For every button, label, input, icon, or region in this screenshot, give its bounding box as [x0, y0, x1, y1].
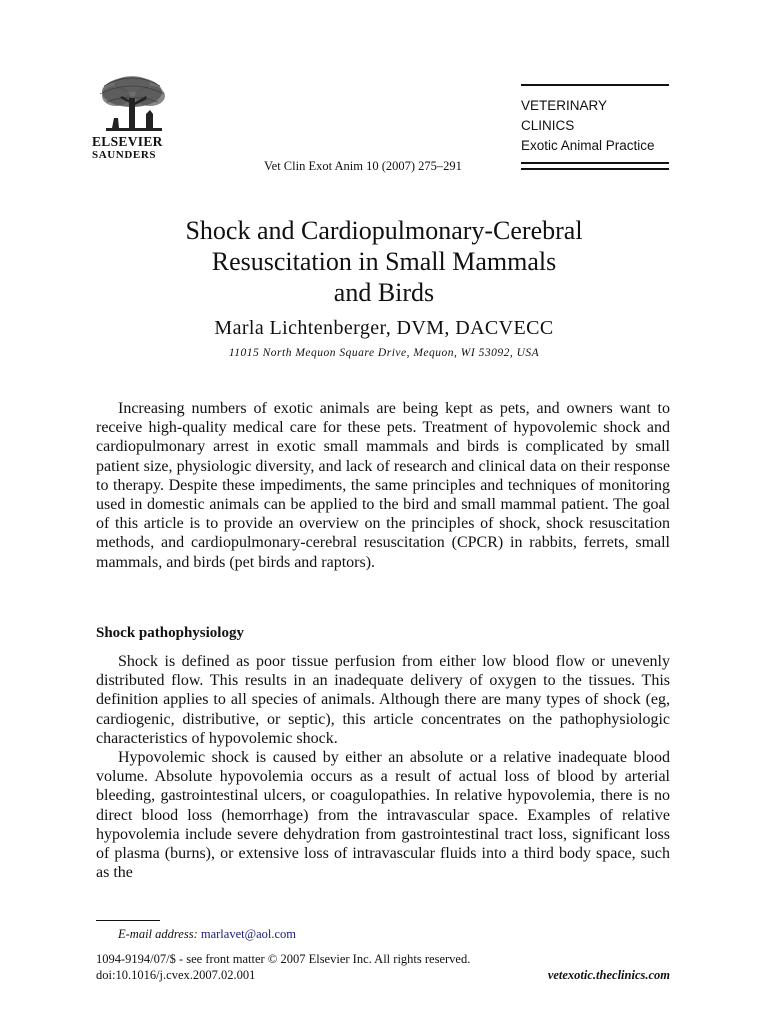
masthead-line-2: CLINICS [521, 118, 575, 133]
publisher-imprint: SAUNDERS [92, 149, 157, 161]
author-email-link[interactable]: marlavet@aol.com [200, 927, 297, 941]
section-paragraph: Hypovolemic shock is caused by either an absolute or a relative inadequate blood volume. Absolute hypovolemia occurs as a result of actual loss of blood by arterial bleeding, gastrointestinal ulcers, or coagulopathies. In relative hypovolemia, there is no direct blood loss (hemorrhage) from the intravascular space. Examples of relative hypovolemia include severe dehydration from gastrointestinal tract loss, significant loss of plasma (burns), or extensive loss of intravascular fluids into a third body space, such as the [96, 749, 670, 882]
journal-masthead [521, 84, 669, 170]
elsevier-tree-icon [92, 74, 172, 134]
title-line: Shock and Cardiopulmonary-Cerebral [185, 216, 583, 245]
author-affiliation: 11015 North Mequon Square Drive, Mequon, WI 53092, USA [228, 347, 540, 359]
elsevier-logo [92, 74, 174, 161]
author-line: Marla Lichtenberger, DVM, DACVECC [214, 317, 554, 339]
title-line: Resuscitation in Small Mammals [211, 247, 557, 276]
abstract [96, 399, 670, 572]
page-header [0, 0, 768, 180]
title-line: and Birds [333, 278, 435, 307]
publisher-name: ELSEVIER [92, 134, 163, 149]
section-shock-pathophysiology [96, 624, 670, 882]
footnote-rule [96, 920, 160, 921]
article-title [96, 215, 672, 308]
section-heading: Shock pathophysiology [96, 625, 244, 641]
doi: doi:10.1016/j.cvex.2007.02.001 [96, 968, 256, 982]
section-paragraph: Shock is defined as poor tissue perfusion from either low blood flow or unevenly distributed flow. This results in an inadequate delivery of oxygen to the tissues. This definition applies to all species of animals. Although there are many types of shock (eg, cardiogenic, distributive, or septic), this article concentrates on the pathophysiologic characteristics of hypovolemic shock. [96, 653, 670, 747]
page-footer [96, 951, 670, 983]
masthead-bottom-rules [521, 162, 669, 170]
footnote [118, 927, 296, 942]
issn-line: 1094-9194/07/$ - see front matter © 2007 Elsevier Inc. All rights reserved. [96, 952, 471, 966]
masthead-line-1: VETERINARY [521, 98, 608, 113]
masthead-top-rule [521, 84, 669, 86]
journal-website-link[interactable]: vetexotic.theclinics.com [547, 968, 670, 982]
masthead-line-3: Exotic Animal Practice [521, 138, 655, 153]
journal-citation: Vet Clin Exot Anim 10 (2007) 275–291 [264, 159, 462, 173]
email-label: E-mail address: [118, 927, 198, 941]
abstract-text: Increasing numbers of exotic animals are being kept as pets, and owners want to receive high-quality medical care for these pets. Treatment of hypovolemic shock and cardiopulmonary arrest in exotic small mammals and birds is complicated by small patient size, physiologic diversity, and lack of research and clinical data on their response to therapy. Despite these impediments, the same principles and techniques of monitoring used in domestic animals can be applied to the bird and small mammal patient. The goal of this article is to provide an overview on the principles of shock, shock resuscitation methods, and cardiopulmonary-cerebral resuscitation (CPCR) in rabbits, ferrets, small mammals, and birds (pet birds and raptors). [96, 400, 670, 571]
